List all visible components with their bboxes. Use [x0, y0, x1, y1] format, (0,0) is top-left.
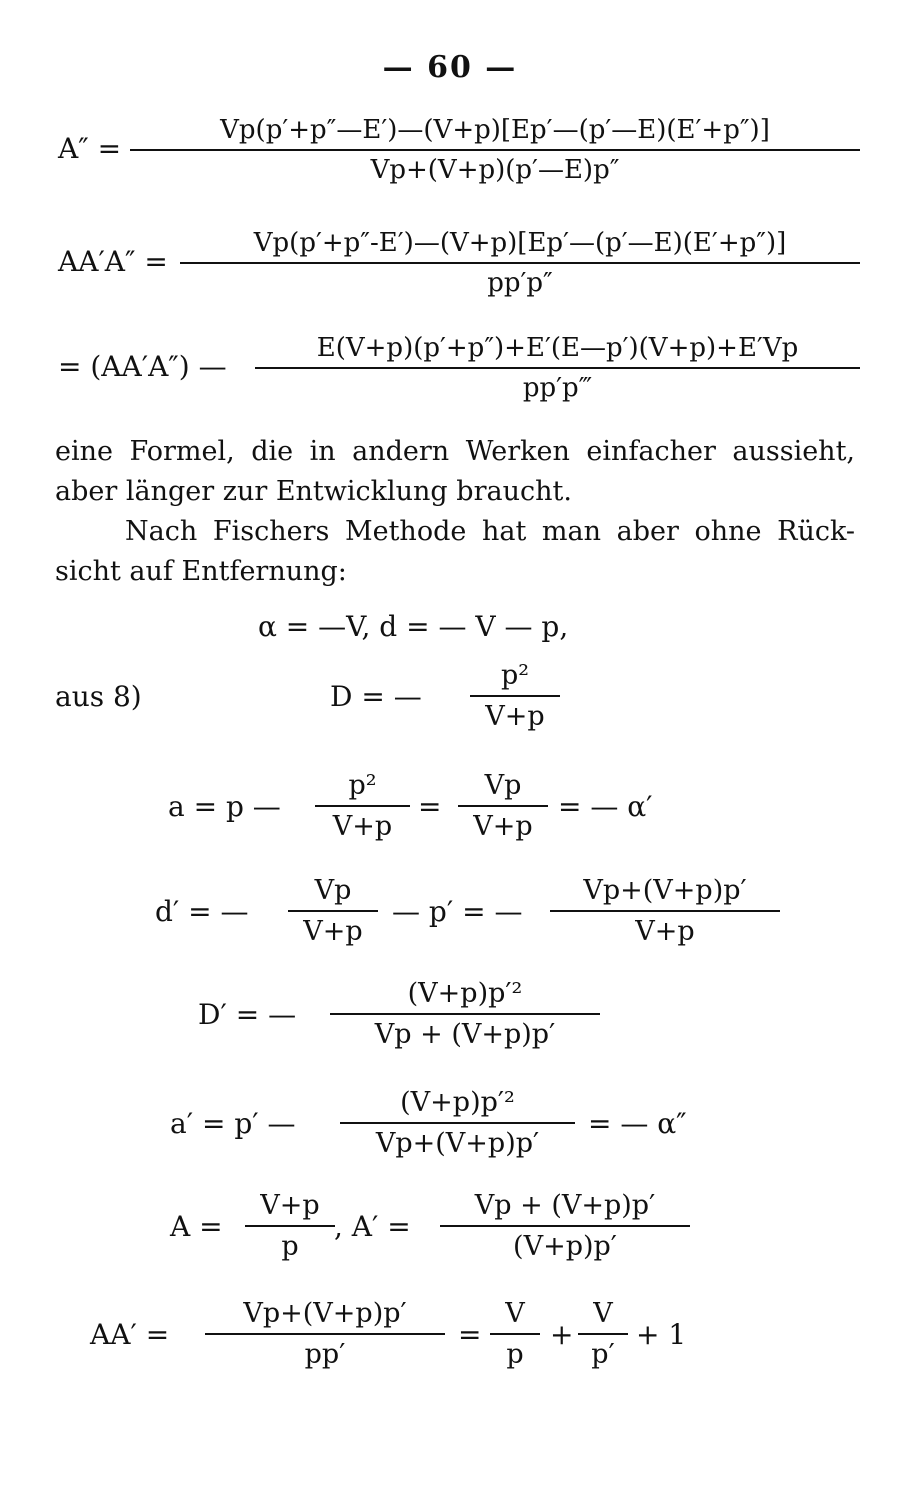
formula-a-equals: = [418, 790, 442, 823]
prose-line-2: aber länger zur Entwicklung braucht. [55, 476, 572, 507]
equation-2-numerator: Vp(p′+p″-E′)—(V+p)[Ep′—(p′—E)(E′+p″)] [253, 228, 787, 258]
formula-a-fraction-1 [315, 770, 410, 842]
prose-line-1: eine Formel, die in andern Werken einfacher aussieht, [55, 436, 855, 467]
formula-a-fraction-2 [458, 770, 548, 842]
equation-2-lhs: AA′A″ = [58, 245, 168, 278]
formula-AA-prime-tail: + 1 [636, 1318, 687, 1351]
formula-AA-prime-plus: + [550, 1318, 574, 1351]
formula-a-denominator-2: V+p [458, 805, 548, 842]
formula-d-prime-fraction-1 [288, 875, 378, 947]
formula-AA-prime-fraction [205, 1298, 445, 1370]
formula-D-prime-numerator: (V+p)p′² [407, 978, 523, 1009]
prose-paragraph [55, 432, 855, 592]
equation-3-lhs: = (AA′A″) — [58, 350, 227, 383]
formula-alpha-d: α = —V, d = — V — p, [258, 610, 569, 643]
formula-AA-prime-numerator-2: V [593, 1298, 613, 1329]
equation-3-numerator: E(V+p)(p′+p″)+E′(E—p′)(V+p)+E′Vp [316, 333, 799, 363]
formula-a-prime-denominator: Vp+(V+p)p′ [340, 1122, 575, 1159]
formula-A-prime-lhs: , A′ = [334, 1210, 411, 1243]
formula-d-prime-lhs: d′ = — [155, 895, 249, 928]
formula-d-prime-mid: — p′ = — [392, 895, 523, 928]
formula-AA-prime-numerator-1: V [505, 1298, 525, 1329]
formula-D-prime-fraction [330, 978, 600, 1050]
formula-D-prime-lhs: D′ = — [198, 998, 297, 1031]
formula-D-prime-denominator: Vp + (V+p)p′ [330, 1013, 600, 1050]
prose-line-3: Nach Fischers Methode hat man aber ohne Rück- [125, 516, 855, 547]
formula-d-prime-denominator-1: V+p [288, 910, 378, 947]
equation-1-numerator: Vp(p′+p″—E′)—(V+p)[Ep′—(p′—E)(E′+p″)] [220, 115, 770, 145]
formula-d-prime-fraction-2 [550, 875, 780, 947]
page-number: — 60 — [382, 50, 518, 85]
formula-a-lhs: a = p — [168, 790, 281, 823]
formula-a-numerator-2: Vp [484, 770, 522, 801]
equation-1-denominator: Vp+(V+p)(p′—E)p″ [130, 149, 860, 185]
formula-a-prime-rhs: = — α″ [588, 1107, 687, 1140]
formula-d-prime-numerator-1: Vp [314, 875, 352, 906]
formula-A-prime-numerator: Vp + (V+p)p′ [474, 1190, 656, 1221]
formula-AA-prime-equals: = [458, 1318, 482, 1351]
formula-A-denominator: p [245, 1225, 335, 1262]
formula-D-numerator: p² [500, 660, 530, 691]
formula-A-lhs: A = [170, 1210, 223, 1243]
formula-D-lhs: D = — [330, 680, 422, 713]
formula-AA-prime-numerator: Vp+(V+p)p′ [243, 1298, 407, 1329]
formula-AA-prime-fraction-V-p [490, 1298, 540, 1370]
equation-3-fraction [255, 333, 860, 403]
formula-A-prime-fraction [440, 1190, 690, 1262]
equation-2-denominator: pp′p″ [180, 262, 860, 298]
formula-AA-prime-denominator-2: p′ [578, 1333, 628, 1370]
formula-AA-prime-lhs: AA′ = [90, 1318, 170, 1351]
prose-line-4: sicht auf Entfernung: [55, 556, 347, 587]
formula-A-numerator: V+p [260, 1190, 320, 1221]
equation-3-denominator: pp′p‴ [255, 367, 860, 403]
equation-1-lhs: A″ = [58, 132, 122, 165]
formula-AA-prime-fraction-V-p-prime [578, 1298, 628, 1370]
formula-reference-label: aus 8) [55, 680, 142, 713]
formula-A-prime-denominator: (V+p)p′ [440, 1225, 690, 1262]
formula-D-denominator: V+p [470, 695, 560, 732]
formula-a-rhs: = — α′ [558, 790, 653, 823]
formula-D-fraction [470, 660, 560, 732]
formula-a-numerator-1: p² [348, 770, 377, 801]
formula-d-prime-denominator-2: V+p [550, 910, 780, 947]
equation-1-fraction [130, 115, 860, 185]
formula-a-prime-lhs: a′ = p′ — [170, 1107, 296, 1140]
formula-AA-prime-denominator-1: p [490, 1333, 540, 1370]
formula-AA-prime-denominator: pp′ [205, 1333, 445, 1370]
formula-a-prime-fraction [340, 1087, 575, 1159]
formula-A-fraction [245, 1190, 335, 1262]
formula-a-denominator-1: V+p [315, 805, 410, 842]
formula-a-prime-numerator: (V+p)p′² [400, 1087, 515, 1118]
formula-d-prime-numerator-2: Vp+(V+p)p′ [583, 875, 747, 906]
equation-2-fraction [180, 228, 860, 298]
